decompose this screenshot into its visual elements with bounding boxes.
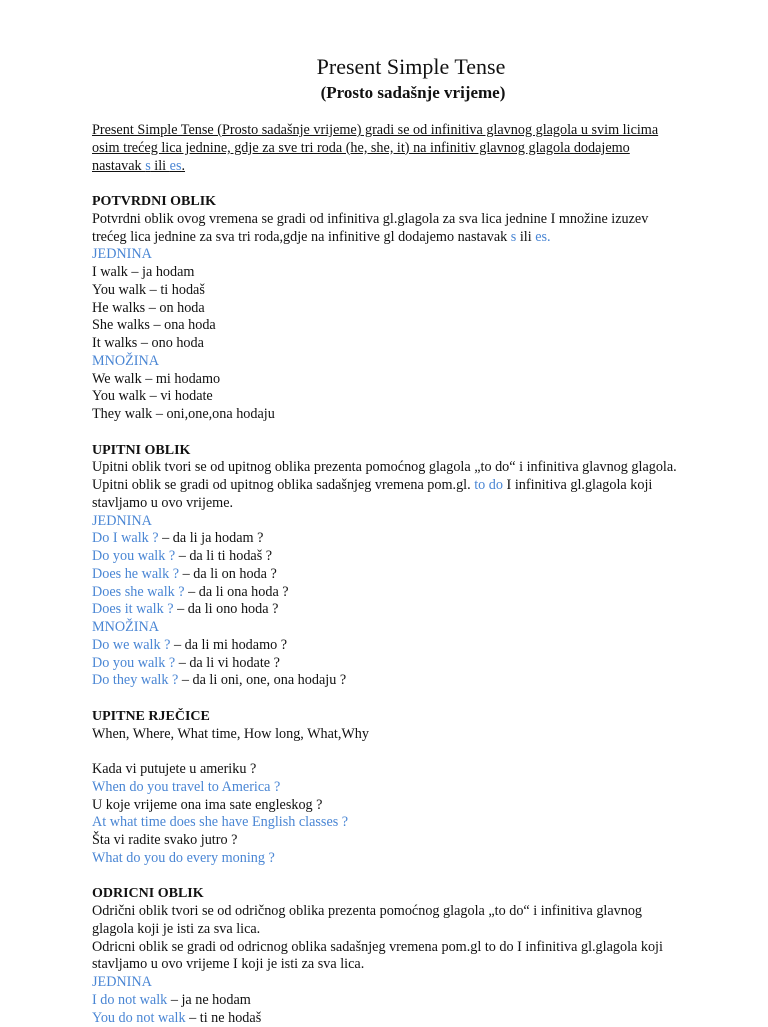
example-question: Šta vi radite svako jutro ? [92, 832, 742, 850]
paragraph-line: glagola koji je isti za sva lica. [92, 921, 742, 939]
example-line [92, 584, 742, 602]
page-subtitle: (Prosto sadašnje vrijeme) [0, 83, 768, 103]
highlight-to-do: to do [474, 477, 503, 493]
question-en: Do I walk ? [92, 530, 159, 546]
intro-line-1: Present Simple Tense (Prosto sadašnje vrijeme) gradi se od infinitiva glavnog glagola u svim licima [92, 122, 742, 140]
question-en: Do we walk ? [92, 637, 170, 653]
suffix-s: s [145, 158, 151, 174]
label-mnozina: MNOŽINA [92, 353, 742, 371]
suffix-es: es [170, 158, 182, 174]
intro-text: ili [151, 158, 170, 174]
example-translation: At what time does she have English classes ? [92, 814, 742, 832]
question-tr: – da li vi hodate ? [175, 655, 280, 671]
suffix-s: s [511, 229, 517, 245]
example-line: We walk – mi hodamo [92, 371, 742, 389]
intro-line-2: osim trećeg lica jednine, gdje za sve tri roda (he, she, it) na infinitiv glavnog glagola dodajemo [92, 140, 742, 158]
text: Upitni oblik se gradi od upitnog oblika sadašnjeg vremena pom.gl. [92, 477, 474, 493]
example-translation: What do you do every moning ? [92, 850, 742, 868]
question-en: Do you walk ? [92, 655, 175, 671]
example-question: Kada vi putujete u ameriku ? [92, 761, 742, 779]
paragraph-line [92, 229, 742, 247]
question-tr: – da li ono hoda ? [174, 601, 279, 617]
question-en: Does it walk ? [92, 601, 174, 617]
example-line [92, 548, 742, 566]
example-translation: When do you travel to America ? [92, 779, 742, 797]
question-words-list: When, Where, What time, How long, What,Why [92, 726, 742, 744]
section-heading-upitni: UPITNI OBLIK [92, 442, 742, 460]
paragraph-line [92, 477, 742, 495]
label-jednina: JEDNINA [92, 513, 742, 531]
negative-en: You do not walk [92, 1010, 186, 1026]
label-jednina: JEDNINA [92, 246, 742, 264]
example-line: You walk – ti hodaš [92, 282, 742, 300]
example-line [92, 1010, 742, 1027]
question-tr: – da li ja hodam ? [159, 530, 264, 546]
question-tr: – da li ti hodaš ? [175, 548, 272, 564]
example-line [92, 601, 742, 619]
negative-en: I do not walk [92, 992, 167, 1008]
section-heading-potvrdni: POTVRDNI OBLIK [92, 193, 742, 211]
example-line [92, 672, 742, 690]
question-en: Do they walk ? [92, 672, 178, 688]
paragraph-line: stavljamo u ovo vrijeme I koji je isti za sva lica. [92, 956, 742, 974]
negative-tr: – ja ne hodam [167, 992, 251, 1008]
example-line: She walks – ona hoda [92, 317, 742, 335]
question-tr: – da li mi hodamo ? [170, 637, 287, 653]
example-question: U koje vrijeme ona ima sate engleskog ? [92, 797, 742, 815]
paragraph-line: Odrični oblik tvori se od odričnog oblika prezenta pomoćnog glagola „to do“ i infinitiva glavnog [92, 903, 742, 921]
paragraph-line: stavljamo u ovo vrijeme. [92, 495, 742, 513]
section-heading-odricni: ODRICNI OBLIK [92, 885, 742, 903]
intro-text: . [181, 158, 185, 174]
question-tr: – da li ona hoda ? [185, 584, 289, 600]
label-jednina: JEDNINA [92, 974, 742, 992]
example-line: They walk – oni,one,ona hodaju [92, 406, 742, 424]
intro-line-3 [92, 158, 742, 176]
question-en: Does he walk ? [92, 566, 179, 582]
question-en: Does she walk ? [92, 584, 185, 600]
intro-text: nastavak [92, 158, 145, 174]
question-tr: – da li oni, one, ona hodaju ? [178, 672, 346, 688]
label-mnozina: MNOŽINA [92, 619, 742, 637]
text: ili [516, 229, 535, 245]
question-tr: – da li on hoda ? [179, 566, 277, 582]
text: trećeg lica jednine za sva tri roda,gdje na infinitive gl dodajemo nastavak [92, 229, 511, 245]
example-line [92, 637, 742, 655]
example-line: It walks – ono hoda [92, 335, 742, 353]
example-line [92, 992, 742, 1010]
page-title: Present Simple Tense [0, 54, 768, 80]
example-line: You walk – vi hodate [92, 388, 742, 406]
example-line [92, 530, 742, 548]
paragraph-line: Potvrdni oblik ovog vremena se gradi od infinitiva gl.glagola za sva lica jednine I množine izuzev [92, 211, 742, 229]
negative-tr: – ti ne hodaš [186, 1010, 262, 1026]
example-line [92, 566, 742, 584]
paragraph-line: Upitni oblik tvori se od upitnog oblika prezenta pomoćnog glagola „to do“ i infinitiva glavnog glagola. [92, 459, 742, 477]
paragraph-line: Odricni oblik se gradi od odricnog oblika sadašnjeg vremena pom.gl to do I infinitiva gl.glagola koji [92, 939, 742, 957]
question-en: Do you walk ? [92, 548, 175, 564]
example-line: I walk – ja hodam [92, 264, 742, 282]
example-line [92, 655, 742, 673]
text: I infinitiva gl.glagola koji [503, 477, 652, 493]
section-heading-recice: UPITNE RJEČICE [92, 708, 742, 726]
suffix-es: es. [535, 229, 550, 245]
example-line: He walks – on hoda [92, 300, 742, 318]
document-body [92, 122, 742, 1027]
